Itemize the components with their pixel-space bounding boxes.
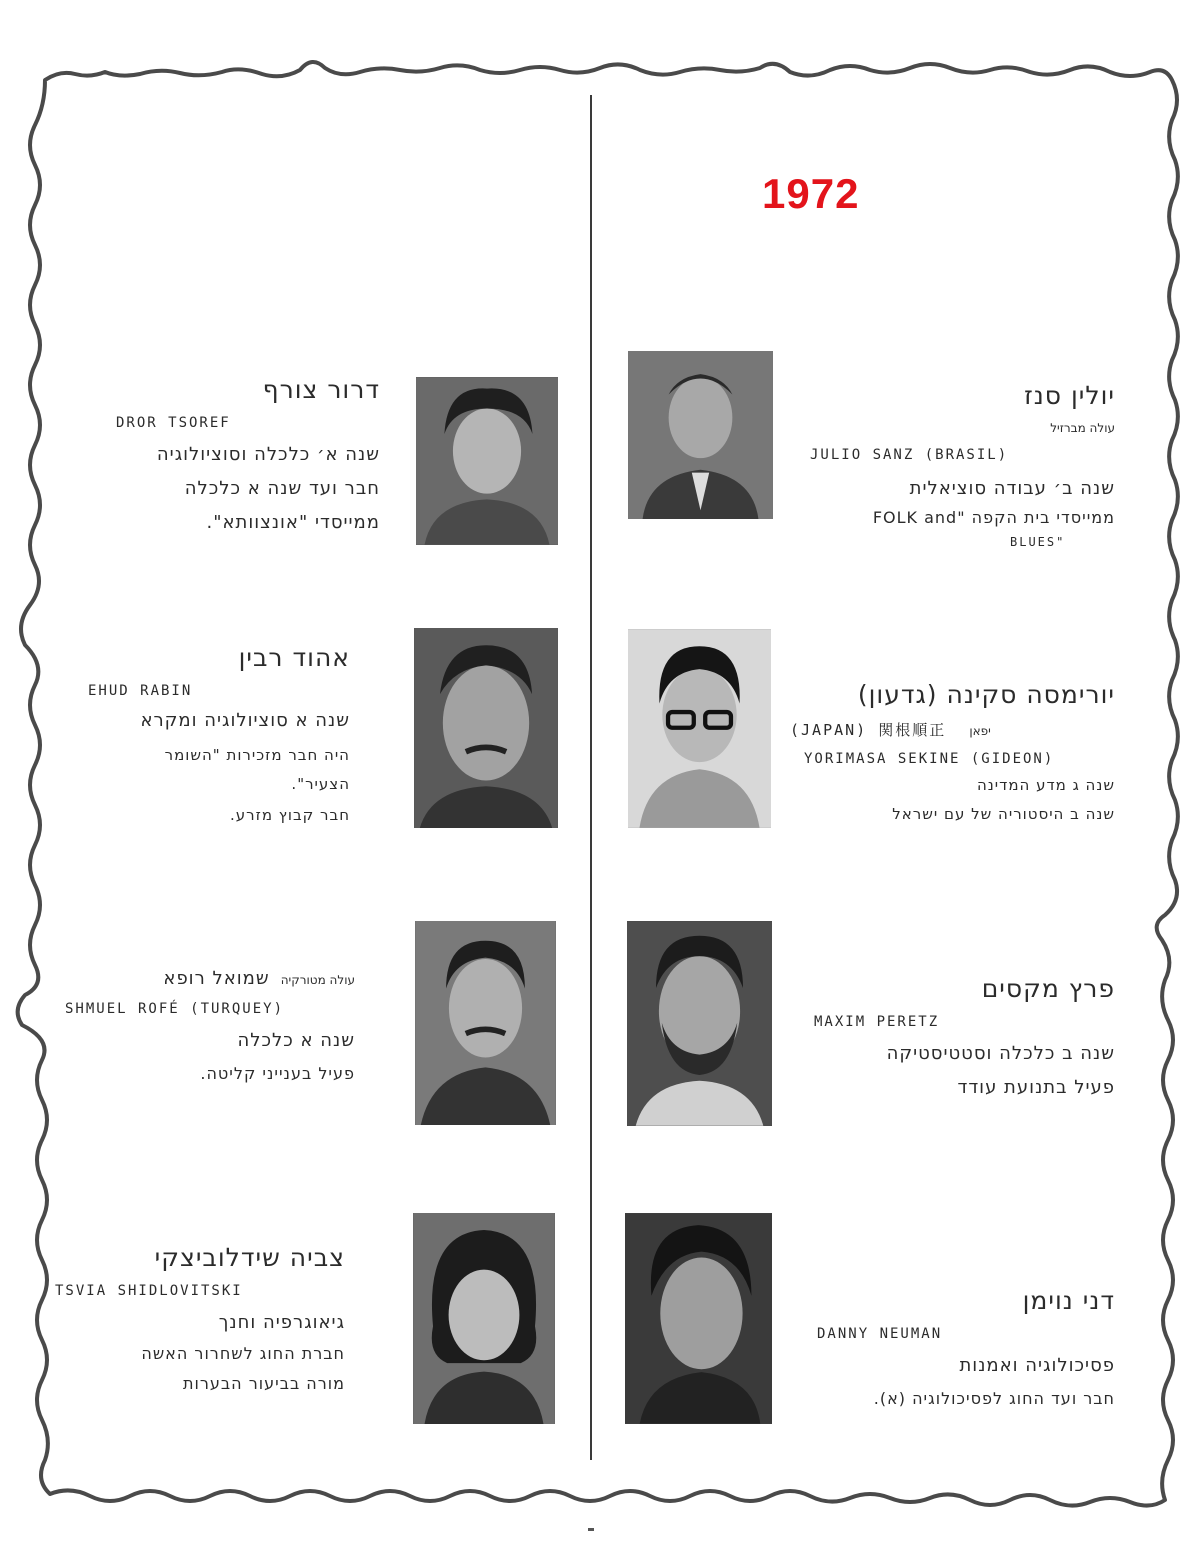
detail-line: BLUES": [1010, 535, 1066, 549]
detail-line: חבר קבוץ מזרע.: [230, 806, 350, 824]
detail-line: מורה בביעור הבערות: [183, 1374, 345, 1393]
caption-yorimasa-sekine: [790, 682, 1115, 822]
detail-line: היה חבר מזכירות "השומר: [164, 746, 350, 764]
person-name-he: שמואל רופא: [163, 968, 270, 989]
person-name-he: דני נוימן: [1022, 1286, 1115, 1315]
detail-line: גיאוגרפיה וחנך: [218, 1312, 345, 1333]
origin-note: עולה מברזיל: [1050, 421, 1115, 435]
detail-line: פסיכולוגיה ואמנות: [959, 1355, 1115, 1376]
person-name-he: דרור צורף: [262, 375, 380, 404]
photo-ehud-rabin: [414, 628, 558, 828]
caption-shmuel-rofe: [65, 970, 355, 1082]
person-name-en: DANNY NEUMAN: [817, 1326, 943, 1342]
person-name-he: פרץ מקסים: [981, 974, 1115, 1003]
detail-line: חבר ועד החוג לפסיכולוגיה (א).: [873, 1389, 1115, 1408]
photo-dror-tsoref: [416, 377, 558, 545]
person-name-en: MAXIM PERETZ: [814, 1014, 940, 1030]
caption-maxim-peretz: [800, 976, 1115, 1097]
photo-tsvia-shidlovitski: [413, 1213, 555, 1424]
caption-tsvia-shidlovitski: [55, 1245, 345, 1392]
detail-line: חבר ועד שנה א כלכלה: [184, 478, 380, 499]
detail-line: שנה ב כלכלה וסטטיסטיקה: [886, 1043, 1115, 1064]
person-name-he: צביה שידלוביצקי: [154, 1243, 345, 1272]
detail-line: ממייסדי "אונצוותא".: [206, 512, 380, 533]
detail-line: שנה ב׳ עבודה סוציאלית: [909, 478, 1115, 499]
detail-line: שנה א סוציולוגיה ומקרא: [140, 710, 350, 731]
page-mark: [588, 1528, 594, 1531]
caption-dror-tsoref: [100, 377, 380, 532]
person-name-en: YORIMASA SEKINE (GIDEON): [804, 751, 1055, 767]
photo-yorimasa-sekine: [628, 629, 771, 828]
origin-note: עולה מטורקיה: [280, 973, 355, 987]
photo-danny-neuman: [625, 1213, 772, 1424]
person-name-he: אהוד רבין: [238, 643, 350, 672]
photo-julio-sanz: [628, 351, 773, 519]
detail-line: הצעיר".: [291, 775, 350, 793]
detail-line: פעיל בתנועת עודד: [957, 1077, 1115, 1098]
origin-note-en: (JAPAN) 関根順正: [790, 721, 947, 739]
person-name-en: SHMUEL ROFÉ (TURQUEY): [65, 1001, 285, 1017]
detail-line: שנה א׳ כלכלה וסוציולוגיה: [156, 444, 380, 465]
detail-line: שנה ג מדע המדינה: [976, 776, 1115, 794]
person-name-en: TSVIA SHIDLOVITSKI: [55, 1283, 243, 1299]
detail-line: פעיל בענייני קליטה.: [200, 1064, 355, 1083]
person-name-he: יורימסה סקינה (גדעון): [857, 680, 1115, 709]
detail-line: ממייסדי בית הקפה "FOLK and: [872, 508, 1115, 527]
photo-maxim-peretz: [627, 921, 772, 1126]
column-divider: [590, 95, 592, 1460]
detail-line: חברת החוג לשחרור האשה: [141, 1344, 345, 1363]
detail-line: שנה א כלכלה: [237, 1030, 355, 1051]
year-label: 1972: [762, 170, 860, 217]
person-name-en: JULIO SANZ (BRASIL): [810, 447, 1009, 463]
caption-julio-sanz: [790, 383, 1115, 548]
caption-ehud-rabin: [60, 645, 350, 823]
origin-note: יפאן: [969, 724, 991, 738]
person-name-he: יולין סנז: [1024, 381, 1115, 410]
caption-danny-neuman: [795, 1288, 1115, 1407]
person-name-en: DROR TSOREF: [116, 415, 231, 431]
person-name-en: EHUD RABIN: [88, 683, 193, 699]
detail-line: שנה ב היסטוריה של עם ישראל: [892, 805, 1115, 823]
photo-shmuel-rofe: [415, 921, 556, 1125]
